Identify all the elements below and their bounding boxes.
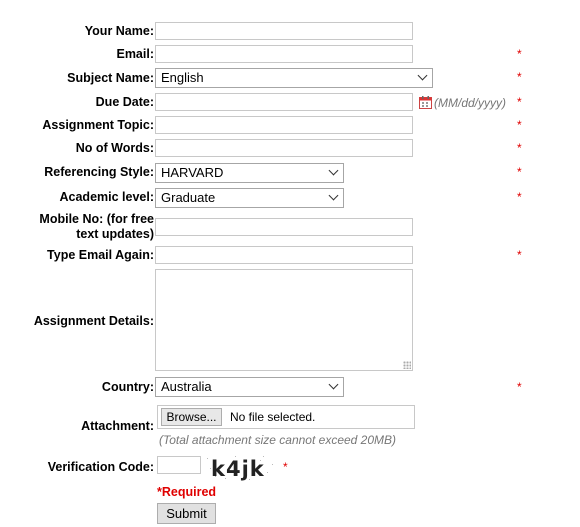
mobile-no-label: Mobile No: (for free text updates) [39,212,154,241]
email-required-mark: * [517,47,522,61]
no-file-text: No file selected. [230,410,316,424]
attachment-label: Attachment: [81,419,154,433]
no-of-words-input[interactable] [155,139,413,157]
words-required-mark: * [517,141,522,155]
country-select[interactable] [155,377,344,397]
country-value: Australia [161,379,212,394]
verification-code-label: Verification Code: [47,460,154,474]
attachment-size-note: (Total attachment size cannot exceed 20MB) [159,433,397,447]
subject-name-select[interactable] [155,68,433,88]
captcha-image [205,454,277,482]
referencing-style-select[interactable] [155,163,344,183]
referencing-required-mark: * [517,165,522,179]
mobile-no-input[interactable] [155,218,413,236]
required-note: *Required [157,485,217,499]
subject-required-mark: * [517,70,522,84]
calendar-icon[interactable] [419,96,432,109]
due-date-format-hint: (MM/dd/yyyy) [434,96,506,110]
assignment-topic-label: Assignment Topic: [42,118,154,132]
country-label: Country: [101,380,154,394]
email-input[interactable] [155,45,413,63]
academic-level-value: Graduate [161,190,216,205]
topic-required-mark: * [517,118,522,132]
assignment-details-label: Assignment Details: [33,314,154,328]
verification-required-mark: * [283,460,288,474]
type-email-again-label: Type Email Again: [47,248,154,262]
assignment-topic-input[interactable] [155,116,413,134]
your-name-label: Your Name: [84,24,154,38]
your-name-input[interactable] [155,22,413,40]
due-date-input[interactable] [155,93,413,111]
chevron-down-icon [329,380,339,390]
due-date-required-mark: * [517,95,522,109]
submit-button[interactable]: Submit [157,503,216,524]
subject-name-label: Subject Name: [67,71,154,85]
assignment-details-textarea[interactable] [155,269,413,371]
referencing-style-label: Referencing Style: [44,165,154,179]
verification-code-input[interactable] [157,456,201,474]
chevron-down-icon [329,166,339,176]
chevron-down-icon [329,191,339,201]
due-date-label: Due Date: [95,95,154,109]
referencing-style-value: HARVARD [161,165,224,180]
browse-button[interactable]: Browse... [161,408,222,426]
country-required-mark: * [517,380,522,394]
chevron-down-icon [418,71,428,81]
type-email-again-input[interactable] [155,246,413,264]
email-label: Email: [116,47,154,61]
academic-level-select[interactable] [155,188,344,208]
resize-grip-icon[interactable] [403,361,411,369]
no-of-words-label: No of Words: [75,141,154,155]
academic-level-label: Academic level: [59,190,154,204]
email-again-required-mark: * [517,248,522,262]
captcha-text: k4jk [211,457,265,481]
attachment-file-input[interactable] [157,405,415,429]
subject-name-value: English [161,70,204,85]
academic-required-mark: * [517,190,522,204]
